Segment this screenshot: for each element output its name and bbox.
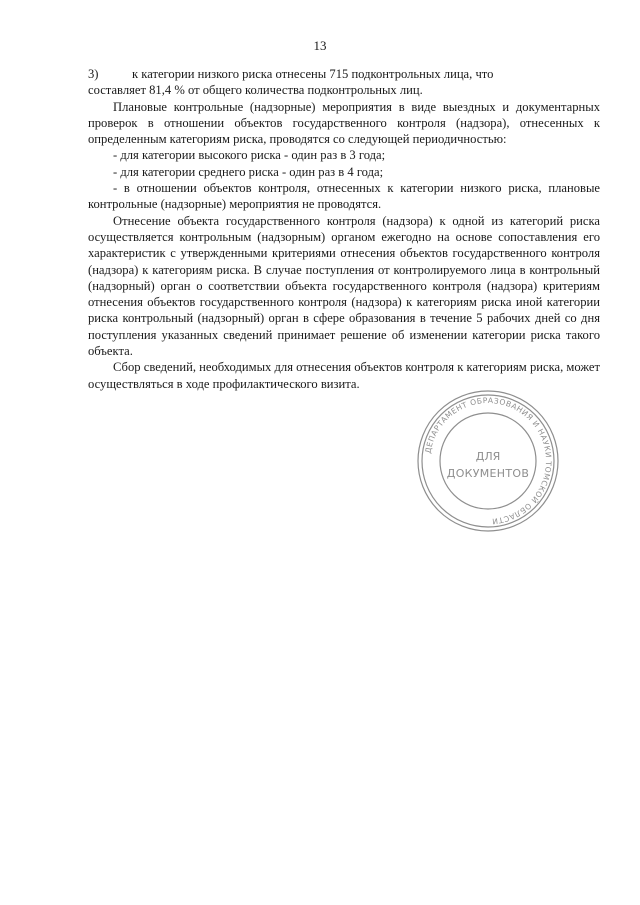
page-number: 13 — [313, 38, 327, 53]
planned-inspections-paragraph: Плановые контрольные (надзорные) мероприятия в виде выездных и документарных проверок в отношении объектов государственного контроля (надзора), отнесенных к определенным категориям риска, проводятся со следующей периодичностью: — [88, 99, 600, 147]
item-first-line: к категории низкого риска отнесены 715 подконтрольных лица, что — [132, 67, 494, 81]
risk-item-3 — [88, 66, 600, 82]
low-risk-line: - в отношении объектов контроля, отнесенных к категории низкого риска, плановые контрольные (надзорные) мероприятия не проводятся. — [88, 181, 600, 212]
stamp-text-line2: ДОКУМЕНТОВ — [446, 467, 530, 480]
data-collection-paragraph: Сбор сведений, необходимых для отнесения объектов контроля к категориям риска, может осуществляться в ходе профилактического визита. — [88, 360, 600, 391]
high-risk-line: - для категории высокого риска - один раз в 3 года; — [113, 148, 386, 163]
document-body — [88, 66, 600, 392]
stamp-text-line1: ДЛЯ — [475, 450, 501, 463]
medium-risk-line: - для категории среднего риска - один раз в 4 года; — [113, 164, 384, 179]
item-number: 3) — [88, 67, 99, 81]
official-seal-stamp — [415, 388, 561, 534]
item-continuation: составляет 81,4 % от общего количества подконтрольных лиц. — [88, 83, 423, 98]
stamp-ring-text: ДЕПАРТАМЕНТ ОБРАЗОВАНИЯ И НАУКИ ТОМСКОЙ ОБЛАСТИ — [423, 395, 554, 526]
risk-assignment-paragraph: Отнесение объекта государственного контроля (надзора) к одной из категорий риска осуществляется контрольным (надзорным) органом ежегодно на основе сопоставления его характеристик с утвержденными критериями отнесения объектов государственного контроля (надзора) к категориям риска. В случае поступления от контролируемого лица в контрольный (надзорный) орган о соответствии объекта государственного контроля (надзора) критериям отнесения объектов государственного контроля (надзора) к категориям риска иной категории риска контрольный (надзорный) орган в сфере образования в течение 5 рабочих дней со дня поступления указанных сведений принимает решение об изменении категории риска такого объекта. — [88, 213, 600, 359]
